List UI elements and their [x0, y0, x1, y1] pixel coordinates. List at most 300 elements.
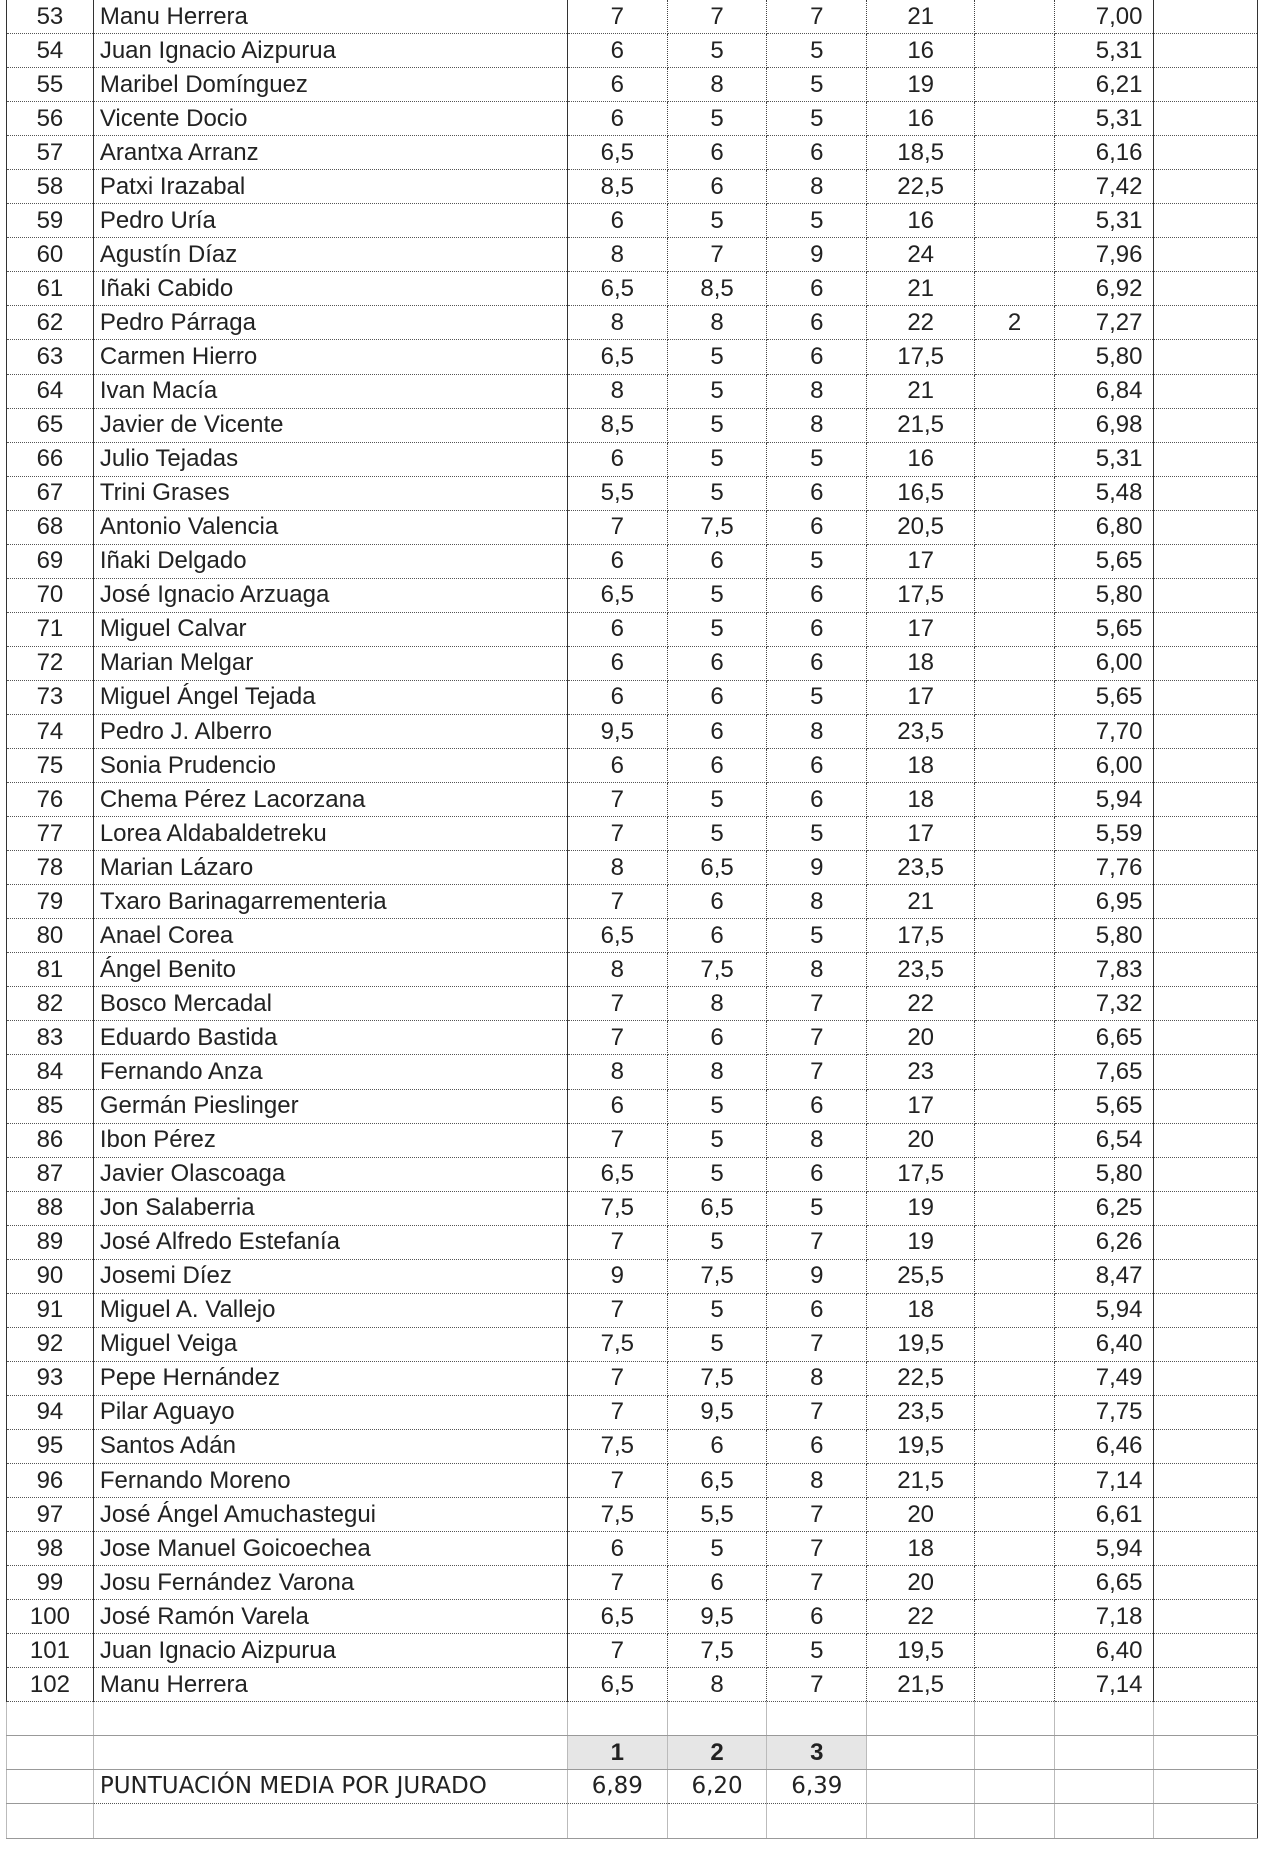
jury2-score: 5,5: [667, 1498, 767, 1532]
average-score: 6,46: [1054, 1429, 1153, 1463]
jury1-score: 6,5: [567, 272, 667, 306]
participant-name: Manu Herrera: [93, 1668, 567, 1702]
extra-points: [975, 136, 1055, 170]
table-row: [7, 1464, 1258, 1498]
average-score: 6,54: [1054, 1123, 1153, 1157]
blank-row: [7, 1702, 1258, 1736]
average-score: 6,16: [1054, 136, 1153, 170]
jury3-score: 6: [767, 783, 867, 817]
participant-name: Pedro J. Alberro: [93, 714, 567, 748]
extra-points: [975, 919, 1055, 953]
table-row: [7, 749, 1258, 783]
empty-cell: [1153, 1021, 1258, 1055]
extra-points: [975, 1600, 1055, 1634]
extra-points: [975, 783, 1055, 817]
total-score: 17: [867, 1089, 975, 1123]
total-score: 17: [867, 612, 975, 646]
jury3-score: 8: [767, 1464, 867, 1498]
table-row: [7, 1498, 1258, 1532]
participant-name: Eduardo Bastida: [93, 1021, 567, 1055]
jury2-score: 5: [667, 102, 767, 136]
jury1-score: 6,5: [567, 1157, 667, 1191]
row-number: 64: [7, 374, 94, 408]
extra-points: [975, 1361, 1055, 1395]
jury2-score: 5: [667, 1293, 767, 1327]
jury3-score: 5: [767, 1634, 867, 1668]
participant-name: Ángel Benito: [93, 953, 567, 987]
empty-cell: [1153, 1055, 1258, 1089]
average-score: 5,48: [1054, 476, 1153, 510]
empty-cell: [1153, 1327, 1258, 1361]
row-number: 93: [7, 1361, 94, 1395]
average-score: 7,18: [1054, 1600, 1153, 1634]
participant-name: Txaro Barinagarrementeria: [93, 885, 567, 919]
participant-name: José Ignacio Arzuaga: [93, 578, 567, 612]
extra-points: [975, 510, 1055, 544]
table-row: [7, 306, 1258, 340]
participant-name: Sonia Prudencio: [93, 749, 567, 783]
jury2-score: 5: [667, 783, 767, 817]
jury1-score: 9,5: [567, 714, 667, 748]
table-row: [7, 1157, 1258, 1191]
row-number: 74: [7, 714, 94, 748]
total-score: 18: [867, 783, 975, 817]
total-score: 16: [867, 442, 975, 476]
jury3-score: 6: [767, 272, 867, 306]
participant-name: Maribel Domínguez: [93, 68, 567, 102]
participant-name: Ivan Macía: [93, 374, 567, 408]
participant-name: Pedro Uría: [93, 204, 567, 238]
participant-name: Patxi Irazabal: [93, 170, 567, 204]
table-row: [7, 1429, 1258, 1463]
extra-points: [975, 1566, 1055, 1600]
empty-cell: [1153, 953, 1258, 987]
jury1-score: 8: [567, 851, 667, 885]
jury3-score: 5: [767, 34, 867, 68]
jury2-score: 8: [667, 987, 767, 1021]
jury3-score: 6: [767, 306, 867, 340]
jury2-score: 7: [667, 238, 767, 272]
extra-points: [975, 476, 1055, 510]
row-number: 89: [7, 1225, 94, 1259]
table-row: [7, 1225, 1258, 1259]
empty-cell: [1153, 204, 1258, 238]
empty-cell: [1153, 102, 1258, 136]
total-score: 17: [867, 680, 975, 714]
total-score: 17,5: [867, 919, 975, 953]
total-score: 23,5: [867, 714, 975, 748]
average-score: 6,26: [1054, 1225, 1153, 1259]
table-row: [7, 885, 1258, 919]
total-score: 19,5: [867, 1634, 975, 1668]
empty-cell: [1153, 1532, 1258, 1566]
jury2-score: 6: [667, 680, 767, 714]
average-score: 6,40: [1054, 1634, 1153, 1668]
total-score: 22,5: [867, 170, 975, 204]
extra-points: [975, 238, 1055, 272]
row-number: 55: [7, 68, 94, 102]
jury2-score: 5: [667, 442, 767, 476]
jury2-score: 6: [667, 136, 767, 170]
jury1-score: 7: [567, 987, 667, 1021]
jury-number: 3: [767, 1736, 867, 1770]
jury3-score: 9: [767, 851, 867, 885]
row-number: 77: [7, 817, 94, 851]
average-score: 7,14: [1054, 1668, 1153, 1702]
jury1-score: 6: [567, 68, 667, 102]
extra-points: [975, 749, 1055, 783]
jury3-score: 7: [767, 1532, 867, 1566]
row-number: 62: [7, 306, 94, 340]
participant-name: Fernando Moreno: [93, 1464, 567, 1498]
table-row: [7, 442, 1258, 476]
participant-name: Iñaki Delgado: [93, 544, 567, 578]
empty-cell: [1153, 1157, 1258, 1191]
jury2-score: 5: [667, 204, 767, 238]
empty-cell: [1153, 1429, 1258, 1463]
extra-points: [975, 0, 1055, 34]
participant-name: Juan Ignacio Aizpurua: [93, 34, 567, 68]
jury3-score: 7: [767, 1327, 867, 1361]
total-score: 18,5: [867, 136, 975, 170]
jury1-score: 7: [567, 885, 667, 919]
total-score: 16,5: [867, 476, 975, 510]
jury2-score: 5: [667, 817, 767, 851]
total-score: 23,5: [867, 1395, 975, 1429]
average-score: 7,49: [1054, 1361, 1153, 1395]
jury1-score: 9: [567, 1259, 667, 1293]
jury1-score: 8: [567, 238, 667, 272]
participant-name: Jon Salaberria: [93, 1191, 567, 1225]
average-score: 5,65: [1054, 544, 1153, 578]
jury1-score: 7: [567, 1225, 667, 1259]
total-score: 16: [867, 102, 975, 136]
participant-name: Juan Ignacio Aizpurua: [93, 1634, 567, 1668]
jury1-score: 7: [567, 1464, 667, 1498]
empty-cell: [1153, 851, 1258, 885]
average-score: 6,21: [1054, 68, 1153, 102]
extra-points: [975, 817, 1055, 851]
jury2-score: 7,5: [667, 1361, 767, 1395]
participant-name: Miguel Ángel Tejada: [93, 680, 567, 714]
table-row: [7, 510, 1258, 544]
table-row: [7, 1259, 1258, 1293]
empty-cell: [1153, 578, 1258, 612]
empty-cell: [1153, 544, 1258, 578]
extra-points: [975, 1293, 1055, 1327]
total-score: 18: [867, 749, 975, 783]
participant-name: Arantxa Arranz: [93, 136, 567, 170]
table-row: [7, 783, 1258, 817]
row-number: 85: [7, 1089, 94, 1123]
jury1-score: 6: [567, 1089, 667, 1123]
empty-cell: [1153, 783, 1258, 817]
table-row: [7, 646, 1258, 680]
total-score: 21: [867, 374, 975, 408]
average-score: 5,94: [1054, 1293, 1153, 1327]
empty-cell: [1153, 34, 1258, 68]
average-score: 6,25: [1054, 1191, 1153, 1225]
jury2-score: 7,5: [667, 1634, 767, 1668]
jury1-score: 6: [567, 102, 667, 136]
total-score: 18: [867, 646, 975, 680]
jury2-score: 6,5: [667, 851, 767, 885]
empty-cell: [1153, 1293, 1258, 1327]
table-row: [7, 476, 1258, 510]
jury2-score: 6: [667, 170, 767, 204]
jury-number: 1: [567, 1736, 667, 1770]
participant-name: Antonio Valencia: [93, 510, 567, 544]
empty-cell: [1153, 919, 1258, 953]
jury3-score: 6: [767, 1089, 867, 1123]
row-number: 95: [7, 1429, 94, 1463]
row-number: 80: [7, 919, 94, 953]
jury3-score: 6: [767, 612, 867, 646]
participant-name: Fernando Anza: [93, 1055, 567, 1089]
jury2-score: 6,5: [667, 1191, 767, 1225]
total-score: 23,5: [867, 953, 975, 987]
jury2-score: 6: [667, 714, 767, 748]
table-row: [7, 1668, 1258, 1702]
empty-cell: [1153, 68, 1258, 102]
participant-name: Javier de Vicente: [93, 408, 567, 442]
jury3-score: 7: [767, 1021, 867, 1055]
average-score: 6,00: [1054, 646, 1153, 680]
jury2-score: 5: [667, 1089, 767, 1123]
extra-points: [975, 1498, 1055, 1532]
extra-points: [975, 1668, 1055, 1702]
jury2-score: 7,5: [667, 510, 767, 544]
participant-name: José Alfredo Estefanía: [93, 1225, 567, 1259]
empty-cell: [1153, 885, 1258, 919]
empty-cell: [1153, 1259, 1258, 1293]
jury1-score: 6: [567, 204, 667, 238]
empty-cell: [1153, 136, 1258, 170]
participant-name: Miguel Calvar: [93, 612, 567, 646]
row-number: 66: [7, 442, 94, 476]
total-score: 20: [867, 1021, 975, 1055]
empty-cell: [1153, 612, 1258, 646]
total-score: 18: [867, 1532, 975, 1566]
average-score: 6,92: [1054, 272, 1153, 306]
empty-cell: [1153, 340, 1258, 374]
table-row: [7, 1123, 1258, 1157]
row-number: 60: [7, 238, 94, 272]
jury2-score: 5: [667, 476, 767, 510]
average-score: 6,61: [1054, 1498, 1153, 1532]
total-score: 19,5: [867, 1327, 975, 1361]
jury3-score: 5: [767, 68, 867, 102]
extra-points: [975, 272, 1055, 306]
table-row: [7, 1327, 1258, 1361]
jury1-score: 6: [567, 646, 667, 680]
average-score: 8,47: [1054, 1259, 1153, 1293]
participant-name: Miguel A. Vallejo: [93, 1293, 567, 1327]
table-row: [7, 340, 1258, 374]
jury3-score: 8: [767, 374, 867, 408]
extra-points: [975, 1191, 1055, 1225]
jury-average: 6,20: [667, 1770, 767, 1804]
empty-cell: [1153, 272, 1258, 306]
row-number: 59: [7, 204, 94, 238]
jury2-score: 5: [667, 1157, 767, 1191]
jury-average-label: PUNTUACIÓN MEDIA POR JURADO: [93, 1770, 567, 1804]
extra-points: [975, 1634, 1055, 1668]
jury3-score: 6: [767, 749, 867, 783]
jury2-score: 6: [667, 544, 767, 578]
table-row: [7, 612, 1258, 646]
table-row: [7, 1055, 1258, 1089]
jury2-score: 6: [667, 1566, 767, 1600]
row-number: 63: [7, 340, 94, 374]
participant-name: Lorea Aldabaldetreku: [93, 817, 567, 851]
average-score: 7,32: [1054, 987, 1153, 1021]
extra-points: [975, 374, 1055, 408]
empty-cell: [1153, 1566, 1258, 1600]
average-score: 5,31: [1054, 102, 1153, 136]
average-score: 5,59: [1054, 817, 1153, 851]
row-number: 61: [7, 272, 94, 306]
jury3-score: 6: [767, 340, 867, 374]
empty-cell: [1153, 680, 1258, 714]
jury2-score: 5: [667, 340, 767, 374]
empty-cell: [1153, 1395, 1258, 1429]
participant-name: Carmen Hierro: [93, 340, 567, 374]
total-score: 16: [867, 34, 975, 68]
row-number: 53: [7, 0, 94, 34]
row-number: 91: [7, 1293, 94, 1327]
table-row: [7, 170, 1258, 204]
total-score: 20: [867, 1498, 975, 1532]
participant-name: Anael Corea: [93, 919, 567, 953]
jury3-score: 6: [767, 1157, 867, 1191]
average-score: 7,00: [1054, 0, 1153, 34]
jury1-score: 6,5: [567, 1600, 667, 1634]
jury2-score: 8: [667, 1055, 767, 1089]
row-number: 75: [7, 749, 94, 783]
jury2-score: 9,5: [667, 1395, 767, 1429]
row-number: 56: [7, 102, 94, 136]
jury3-score: 5: [767, 1191, 867, 1225]
average-score: 7,83: [1054, 953, 1153, 987]
jury2-score: 5: [667, 1327, 767, 1361]
average-score: 5,65: [1054, 612, 1153, 646]
jury2-score: 7,5: [667, 953, 767, 987]
average-score: 6,95: [1054, 885, 1153, 919]
total-score: 17: [867, 544, 975, 578]
jury1-score: 8: [567, 953, 667, 987]
jury1-score: 8: [567, 306, 667, 340]
jury1-score: 7,5: [567, 1498, 667, 1532]
empty-cell: [1153, 442, 1258, 476]
row-number: 100: [7, 1600, 94, 1634]
empty-cell: [1153, 749, 1258, 783]
average-score: 5,65: [1054, 1089, 1153, 1123]
participant-name: Jose Manuel Goicoechea: [93, 1532, 567, 1566]
empty-cell: [1153, 1225, 1258, 1259]
jury3-score: 5: [767, 919, 867, 953]
jury2-score: 6: [667, 749, 767, 783]
extra-points: [975, 714, 1055, 748]
extra-points: [975, 578, 1055, 612]
jury-number: 2: [667, 1736, 767, 1770]
table-row: [7, 987, 1258, 1021]
jury1-score: 6: [567, 749, 667, 783]
participant-name: Germán Pieslinger: [93, 1089, 567, 1123]
row-number: 97: [7, 1498, 94, 1532]
extra-points: [975, 1464, 1055, 1498]
jury3-score: 8: [767, 1123, 867, 1157]
total-score: 17: [867, 817, 975, 851]
jury1-score: 8: [567, 1055, 667, 1089]
table-row: [7, 680, 1258, 714]
participant-name: Marian Lázaro: [93, 851, 567, 885]
table-row: [7, 68, 1258, 102]
average-score: 5,31: [1054, 442, 1153, 476]
empty-cell: [1153, 714, 1258, 748]
total-score: 21,5: [867, 1668, 975, 1702]
jury3-score: 8: [767, 714, 867, 748]
total-score: 17,5: [867, 578, 975, 612]
row-number: 87: [7, 1157, 94, 1191]
jury3-score: 7: [767, 1498, 867, 1532]
total-score: 17,5: [867, 340, 975, 374]
empty-cell: [1153, 1361, 1258, 1395]
row-number: 71: [7, 612, 94, 646]
empty-cell: [1153, 1191, 1258, 1225]
participant-name: Josu Fernández Varona: [93, 1566, 567, 1600]
average-score: 6,98: [1054, 408, 1153, 442]
jury2-score: 6: [667, 1021, 767, 1055]
empty-cell: [1153, 1464, 1258, 1498]
jury2-score: 5: [667, 408, 767, 442]
total-score: 19: [867, 68, 975, 102]
jury2-score: 6: [667, 1429, 767, 1463]
jury2-score: 6: [667, 646, 767, 680]
average-score: 6,84: [1054, 374, 1153, 408]
jury3-score: 7: [767, 1668, 867, 1702]
jury1-score: 7: [567, 1021, 667, 1055]
participant-name: Vicente Docio: [93, 102, 567, 136]
jury3-score: 6: [767, 646, 867, 680]
row-number: 82: [7, 987, 94, 1021]
jury1-score: 7: [567, 1566, 667, 1600]
row-number: 86: [7, 1123, 94, 1157]
average-score: 5,80: [1054, 578, 1153, 612]
jury3-score: 7: [767, 987, 867, 1021]
average-score: 5,80: [1054, 1157, 1153, 1191]
jury3-score: 5: [767, 204, 867, 238]
row-number: 88: [7, 1191, 94, 1225]
extra-points: [975, 1395, 1055, 1429]
jury3-score: 6: [767, 1429, 867, 1463]
jury1-score: 7: [567, 817, 667, 851]
table-body: [7, 0, 1258, 1702]
jury3-score: 6: [767, 476, 867, 510]
average-score: 6,80: [1054, 510, 1153, 544]
table-row: [7, 374, 1258, 408]
average-score: 7,27: [1054, 306, 1153, 340]
jury1-score: 6: [567, 612, 667, 646]
jury3-score: 7: [767, 0, 867, 34]
total-score: 23: [867, 1055, 975, 1089]
extra-points: [975, 408, 1055, 442]
empty-cell: [1153, 1123, 1258, 1157]
jury1-score: 6,5: [567, 919, 667, 953]
extra-points: [975, 680, 1055, 714]
jury2-score: 9,5: [667, 1600, 767, 1634]
extra-points: [975, 1021, 1055, 1055]
